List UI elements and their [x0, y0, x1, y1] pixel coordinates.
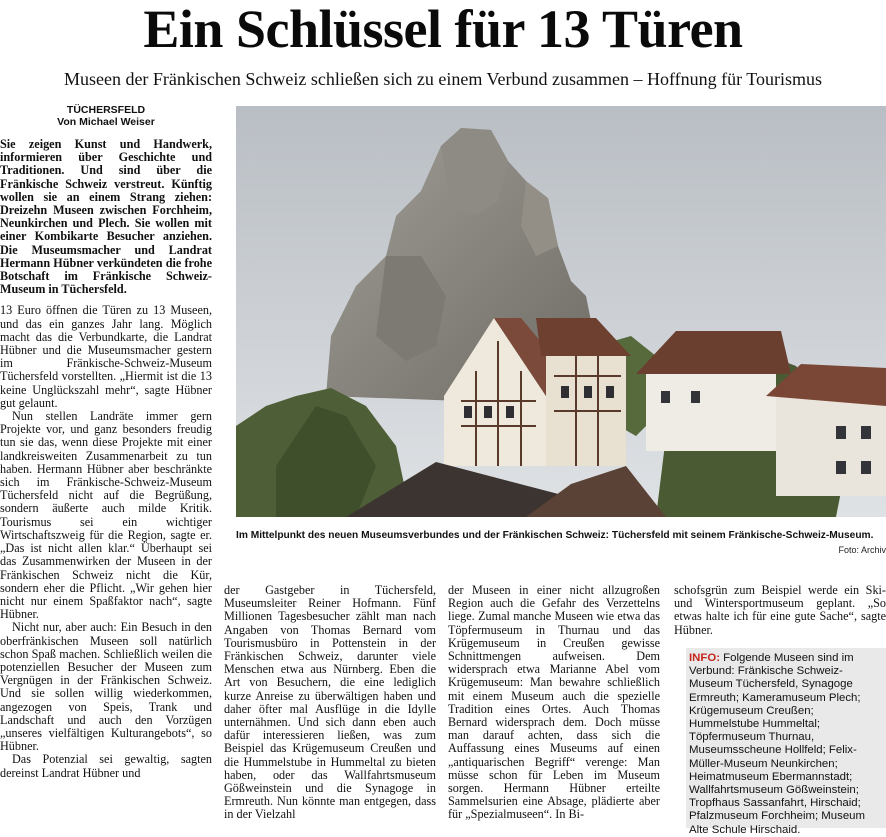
article-photo — [236, 106, 886, 517]
article-column-3 — [448, 584, 660, 822]
body-paragraph: der Museen in einer nicht allzugroßen Region auch die Gefahr des Verzettelns liege. Zumal manche Museen wie etwa das Töpfermuseum in Thurnau und das Krügemuseum in Creußen gewisse Schnittmengen aufweisen. Dem widersprach etwa Marianne Abel vom Krügemuseum: Man bewahre schließlich mit einem Museum auch die spezielle Tradition eines Ortes. Auch Thomas Bernard widersprach dem. Doch müsse man darauf achten, dass sich die Auffassung eines Museums auf einen „antiquarischen Begriff“ verenge: Man müsse schon für Leben im Museum sorgen. Hermann Hübner erteilte Sammelsurien eine Absage, plädierte aber für „Spezialmuseen“. In Bi- — [448, 583, 660, 822]
headline: Ein Schlüssel für 13 Türen — [143, 0, 743, 59]
subheadline: Museen der Fränkischen Schweiz schließen sich zu einem Verbund zusammen – Hoffnung für Tourismus — [63, 69, 823, 89]
body-paragraph: 13 Euro öffnen die Türen zu 13 Museen, und das ein ganzes Jahr lang. Möglich macht das die Verbundkarte, die Landrat Hübner und die Museumsmacher gestern im Fränkische-Schweiz-Museum Tüchersfeld vorstellten. „Hiermit ist die 13 keine Unglückszahl mehr“, sagte Hübner gut gelaunt. — [0, 303, 212, 410]
article-column-4 — [674, 584, 886, 637]
photo-caption: Im Mittelpunkt des neuen Museumsverbundes und der Fränkischen Schweiz: Tüchersfeld mit seinem Fränkische-Schweiz-Museum. — [236, 530, 874, 541]
lead-paragraph: Sie zeigen Kunst und Handwerk, informieren über Geschichte und Traditionen. Und sind über die Fränkische Schweiz verstreut. Künftig wollen sie an einem Strang ziehen: Dreizehn Museen zwischen Forchheim, Neunkirchen und Plech. Sie wollen mit einer Kombikarte Besucher anziehen. Die Museumsmacher und Landrat Hermann Hübner verkündeten die frohe Botschaft im Fränkische Schweiz-Museum in Tüchersfeld. — [0, 137, 212, 297]
article-column-1 — [0, 104, 212, 780]
body-paragraph: Nun stellen Landräte immer gern Projekte vor, und ganz besonders freudig tun sie das, wenn diese Projekte mit einer landkreisweiten Zusammenarbeit zu tun haben. Hermann Hübner aber beschränkte sich im Fränkische-Schweiz-Museum Tüchersfeld nicht auf die Begrüßung, sondern äußerte auch milde Kritik. Tourismus sei ein wichtiger Wirtschaftszweig für die Region, sagte er. „Das ist nicht allen klar.“ Überhaupt sei das Zusammenwirken der Museen in der Fränkischen Schweiz nicht die Kür, sondern eher die Pflicht. „Wir gehen hier nicht nur einem Spaßfaktor nach“, sagte Hübner. — [0, 409, 212, 622]
dateline: TÜCHERSFELD — [66, 104, 146, 116]
body-paragraph: Das Potenzial sei gewaltig, sagten dereinst Landrat Hübner und — [0, 752, 212, 780]
info-museum-list: Folgende Museen sind im Verbund: Fränkische Schweiz-Museum Tüchersfeld, Synagoge Ermreuth; Kameramuseum Plech; Krügemuseum Creußen; Hummelstube Hummeltal; Töpfermuseum Thurnau, Museumsscheune Hollfeld; Felix-Müller-Museum Neunkirchen; Heimatmuseum Ebermannstadt; Wallfahrtsmuseum Gößweinstein; Tropfhaus Sassanfahrt, Hirschaid; Pfalzmuseum Forchheim; Museum Alte Schule Hirschaid. — [689, 652, 865, 836]
body-paragraph: Nicht nur, aber auch: Ein Besuch in den oberfränkischen Museen soll natürlich schon Spaß machen. Schließlich weilen die potenziellen Besucher der Museen zum Vergnügen in der Fränkischen Schweiz. Und sie sollen willig wiederkommen, angezogen von Speis, Trank und Landschaft und auch den Vorzügen „unseres vielfältigen Kulturangebots“, so Hübner. — [0, 620, 212, 754]
article-column-2 — [224, 584, 436, 822]
photo-tuechersfeld-rock-village — [236, 106, 886, 517]
info-box — [686, 648, 886, 836]
byline: Von Michael Weiser — [57, 116, 155, 128]
body-paragraph: schofsgrün zum Beispiel werde ein Ski- und Wintersportmuseum geplant. „So etwas halte ich für eine gute Sache“, sagte Hübner. — [674, 583, 886, 637]
body-paragraph: der Gastgeber in Tüchersfeld, Museumsleiter Reiner Hofmann. Fünf Millionen Tagesbesucher zählt man nach Angaben von Thomas Bernard vom Tourismusbüro in Pottenstein in der Fränkischen Schweiz, darunter viele Menschen etwa aus Nürnberg. Eben die Art von Besuchern, die eine lediglich kurze Anreise zu überwältigen haben und daher öfter mal Ausflüge in die Idylle unternähmen. Und sich dann eben auch dafür interessieren ließen, was zum Beispiel das Krügemuseum Creußen und die Hummelstube in Hummeltal zu bieten haben, oder das Wallfahrtsmuseum Gößweinstein und die Synagoge in Ermreuth. Nun könnte man entgegen, dass in der Vielzahl — [224, 583, 436, 822]
photo-credit: Foto: Archiv — [838, 545, 886, 555]
info-label: INFO: — [689, 652, 721, 664]
info-text — [686, 652, 886, 837]
